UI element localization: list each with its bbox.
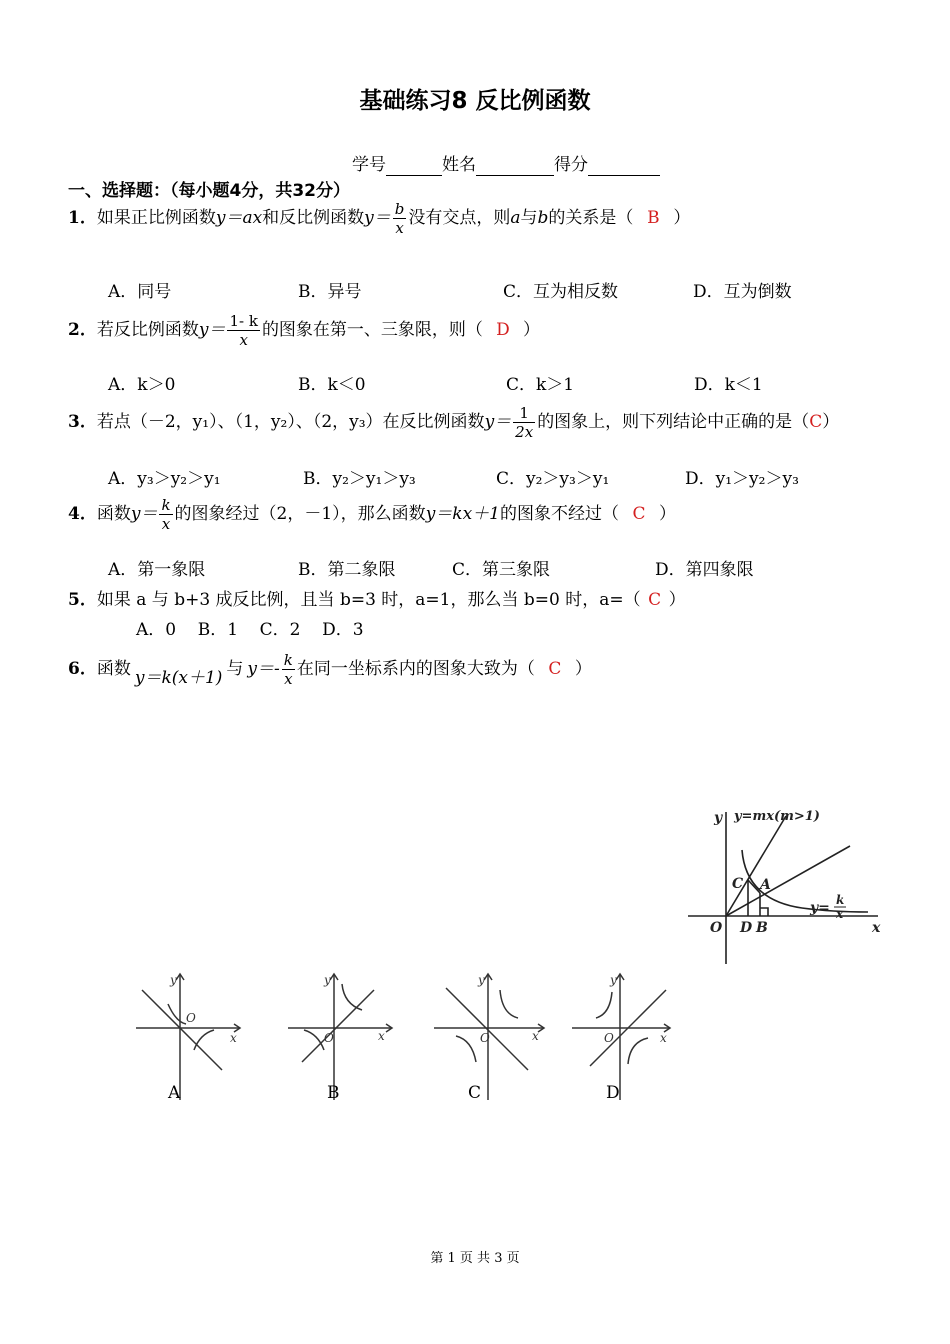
q4-close: ）: [659, 504, 676, 524]
q3-option-b: B．y₂＞y₁＞y₃: [303, 469, 416, 489]
q5-option-d: D．3: [322, 620, 364, 640]
graph-a-o: O: [186, 1011, 196, 1025]
figure-label-x: x: [872, 920, 881, 936]
q6-answer: C: [548, 659, 562, 679]
q1-option-c: C．互为相反数: [503, 282, 619, 302]
reference-figure: [682, 800, 892, 970]
question-4: [68, 496, 676, 533]
q3-text: 若点（－2，y₁）、（1，y₂）、（2，y₃）在反比例函数: [96, 412, 485, 432]
q2-number: 2．: [68, 320, 97, 340]
graph-b-curve-2: [304, 1030, 324, 1050]
graph-c-curve-2: [456, 1036, 476, 1062]
graph-d-o: O: [604, 1031, 614, 1045]
q4-frac-den: x: [159, 514, 172, 533]
q3-answer: C: [809, 412, 823, 432]
page-footer: 第 1 页 共 3 页: [430, 1251, 520, 1266]
q5-close: ）: [668, 590, 686, 610]
q3-option-a: A．y₃＞y₂＞y₁: [108, 469, 221, 489]
q2-answer: D: [496, 320, 510, 340]
graph-b-o: O: [324, 1031, 334, 1045]
graph-b-y: y: [324, 973, 331, 987]
q3-option-d: D．y₁＞y₂＞y₃: [685, 469, 799, 489]
graph-d-caption: D: [606, 1083, 620, 1103]
q1-var-b: b: [537, 208, 549, 228]
q4-option-a: A．第一象限: [108, 560, 206, 580]
graph-c-o: O: [480, 1031, 490, 1045]
q1-text: 如果正比例函数: [96, 208, 216, 228]
q4-answer: C: [632, 504, 646, 524]
q2-option-c: C．k＞1: [506, 375, 575, 395]
q2-option-b: B．k＜0: [298, 375, 366, 395]
q1-text-5: 的关系是（: [548, 208, 634, 228]
q1-option-a: A．同号: [108, 282, 172, 302]
graph-d: [566, 970, 676, 1106]
q5-option-c: C．2: [259, 620, 301, 640]
student-no-blank: [386, 155, 442, 176]
q2-option-a: A．k＞0: [108, 375, 176, 395]
graph-d-curve-1: [596, 992, 612, 1018]
figure-label-curve: y=: [810, 900, 830, 916]
q3-frac-den: 2x: [515, 423, 534, 441]
graph-c-curve-1: [500, 990, 518, 1018]
q3-fraction: [513, 404, 535, 441]
question-1: [68, 200, 690, 237]
q3-frac-num: 1: [519, 404, 529, 422]
q4-fraction: [159, 496, 172, 533]
q5-answer: C: [648, 590, 662, 610]
graph-c: [428, 970, 552, 1106]
figure-label-d: D: [740, 920, 753, 936]
q4-text-2: 的图象经过（2，－1），那么函数: [174, 504, 426, 524]
q3-formula: y＝: [484, 412, 512, 432]
q5-options: [136, 615, 364, 640]
q4-option-b: B．第二象限: [298, 560, 396, 580]
graph-b-line: [302, 990, 374, 1062]
graph-b-caption: B: [327, 1083, 340, 1103]
score-label: 得分: [554, 155, 588, 175]
student-no-label: 学号: [352, 155, 386, 175]
q6-text: 函数: [96, 659, 131, 679]
q5-option-a: A．0: [136, 620, 177, 640]
figure-label-y: y: [714, 810, 723, 826]
name-label: 姓名: [442, 155, 476, 175]
q2-frac-den: x: [227, 330, 259, 349]
q5-option-b: B．1: [197, 620, 239, 640]
q6-fraction: [282, 651, 295, 688]
q4-option-c: C．第三象限: [452, 560, 551, 580]
q1-text-2: 和反比例函数: [262, 208, 365, 228]
figure-curve-den: x: [836, 907, 844, 921]
q3-text-2: 的图象上，则下列结论中正确的是（: [537, 412, 810, 432]
score-blank: [588, 155, 660, 176]
q2-close: ）: [522, 320, 540, 340]
q4-formula: y＝: [130, 504, 158, 524]
figure-right-angle: [760, 908, 768, 916]
q1-option-b: B．异号: [298, 282, 362, 302]
graph-a-y: y: [170, 973, 177, 987]
figure-segment-ca: [748, 880, 760, 893]
graph-b-x: x: [378, 1029, 385, 1043]
q6-frac-num: k: [283, 651, 293, 669]
student-info-row: [352, 150, 660, 176]
q3-option-c: C．y₂＞y₃＞y₁: [496, 469, 610, 489]
q4-number: 4．: [68, 504, 97, 524]
question-3: [68, 404, 839, 441]
graph-d-x: x: [660, 1031, 667, 1045]
question-5: [68, 585, 686, 610]
graph-d-y: y: [610, 973, 617, 987]
q1-formula-1: y＝ax: [215, 208, 263, 228]
graph-a-curve-2: [194, 1030, 214, 1050]
q2-text: 若反比例函数: [96, 320, 199, 340]
q1-fraction: [393, 200, 407, 237]
q6-text-3: 在同一坐标系内的图象大致为（: [296, 659, 535, 679]
q1-frac-num: b: [394, 200, 405, 218]
graph-a-line: [142, 990, 222, 1070]
q1-number: 1．: [68, 208, 97, 228]
graph-b-curve-1: [342, 984, 362, 1010]
q2-text-2: 的图象在第一、三象限，则（: [261, 320, 483, 340]
graph-a-curve-1: [168, 1004, 186, 1024]
question-2: [68, 312, 540, 349]
graph-a-caption: A: [168, 1083, 181, 1103]
figure-label-a: A: [760, 877, 771, 893]
figure-label-line: y=mx(m>1): [734, 809, 820, 824]
q4-option-d: D．第四象限: [655, 560, 754, 580]
q1-answer: B: [647, 208, 660, 228]
figure-label-b: B: [756, 920, 768, 936]
q1-var-a: a: [510, 208, 521, 228]
graph-c-x: x: [532, 1029, 539, 1043]
figure-label-o: O: [710, 920, 723, 936]
q5-number: 5．: [68, 590, 97, 610]
graph-b: [282, 970, 402, 1106]
q2-formula: y＝: [198, 320, 226, 340]
graph-c-y: y: [478, 973, 485, 987]
page-title: 基础练习8 反比例函数: [359, 88, 591, 114]
q4-text: 函数: [96, 504, 131, 524]
q3-number: 3．: [68, 412, 97, 432]
q6-number: 6．: [68, 659, 97, 679]
q1-text-3: 没有交点，则: [408, 208, 511, 228]
q4-text-3: 的图象不经过（: [500, 504, 619, 524]
figure-curve-num: k: [836, 893, 845, 907]
q1-formula-2: y＝: [364, 208, 391, 228]
graph-a-x: x: [230, 1031, 237, 1045]
question-6: [68, 651, 592, 688]
q4-frac-num: k: [161, 496, 171, 514]
graph-d-curve-2: [628, 1038, 648, 1064]
q6-close: ）: [574, 659, 592, 679]
q1-option-d: D．互为倒数: [693, 282, 792, 302]
q6-formula-2: y＝-: [247, 659, 280, 679]
q4-formula-2: y＝kx＋1: [425, 504, 500, 524]
graph-a: [130, 970, 250, 1106]
q2-frac-num: 1- k: [229, 312, 258, 330]
q2-fraction: [227, 312, 259, 349]
q1-close: ）: [673, 208, 691, 228]
graph-c-line: [446, 988, 528, 1070]
q3-close: ）: [822, 412, 840, 432]
q5-text: 如果 a 与 b+3 成反比例，且当 b=3 时，a=1，那么当 b=0 时，a=（: [96, 590, 641, 610]
section-heading: 一、选择题：（每小题4分，共32分）: [68, 181, 350, 201]
q6-frac-den: x: [282, 669, 295, 688]
q6-text-2: 与: [226, 659, 244, 679]
graph-c-caption: C: [468, 1083, 482, 1103]
q1-frac-den: x: [393, 218, 407, 237]
q1-text-4: 与: [520, 208, 538, 228]
name-blank: [476, 155, 554, 176]
q2-option-d: D．k＜1: [694, 375, 763, 395]
figure-label-c: C: [732, 876, 744, 892]
q6-formula-1: y＝k(x＋1): [134, 668, 223, 688]
